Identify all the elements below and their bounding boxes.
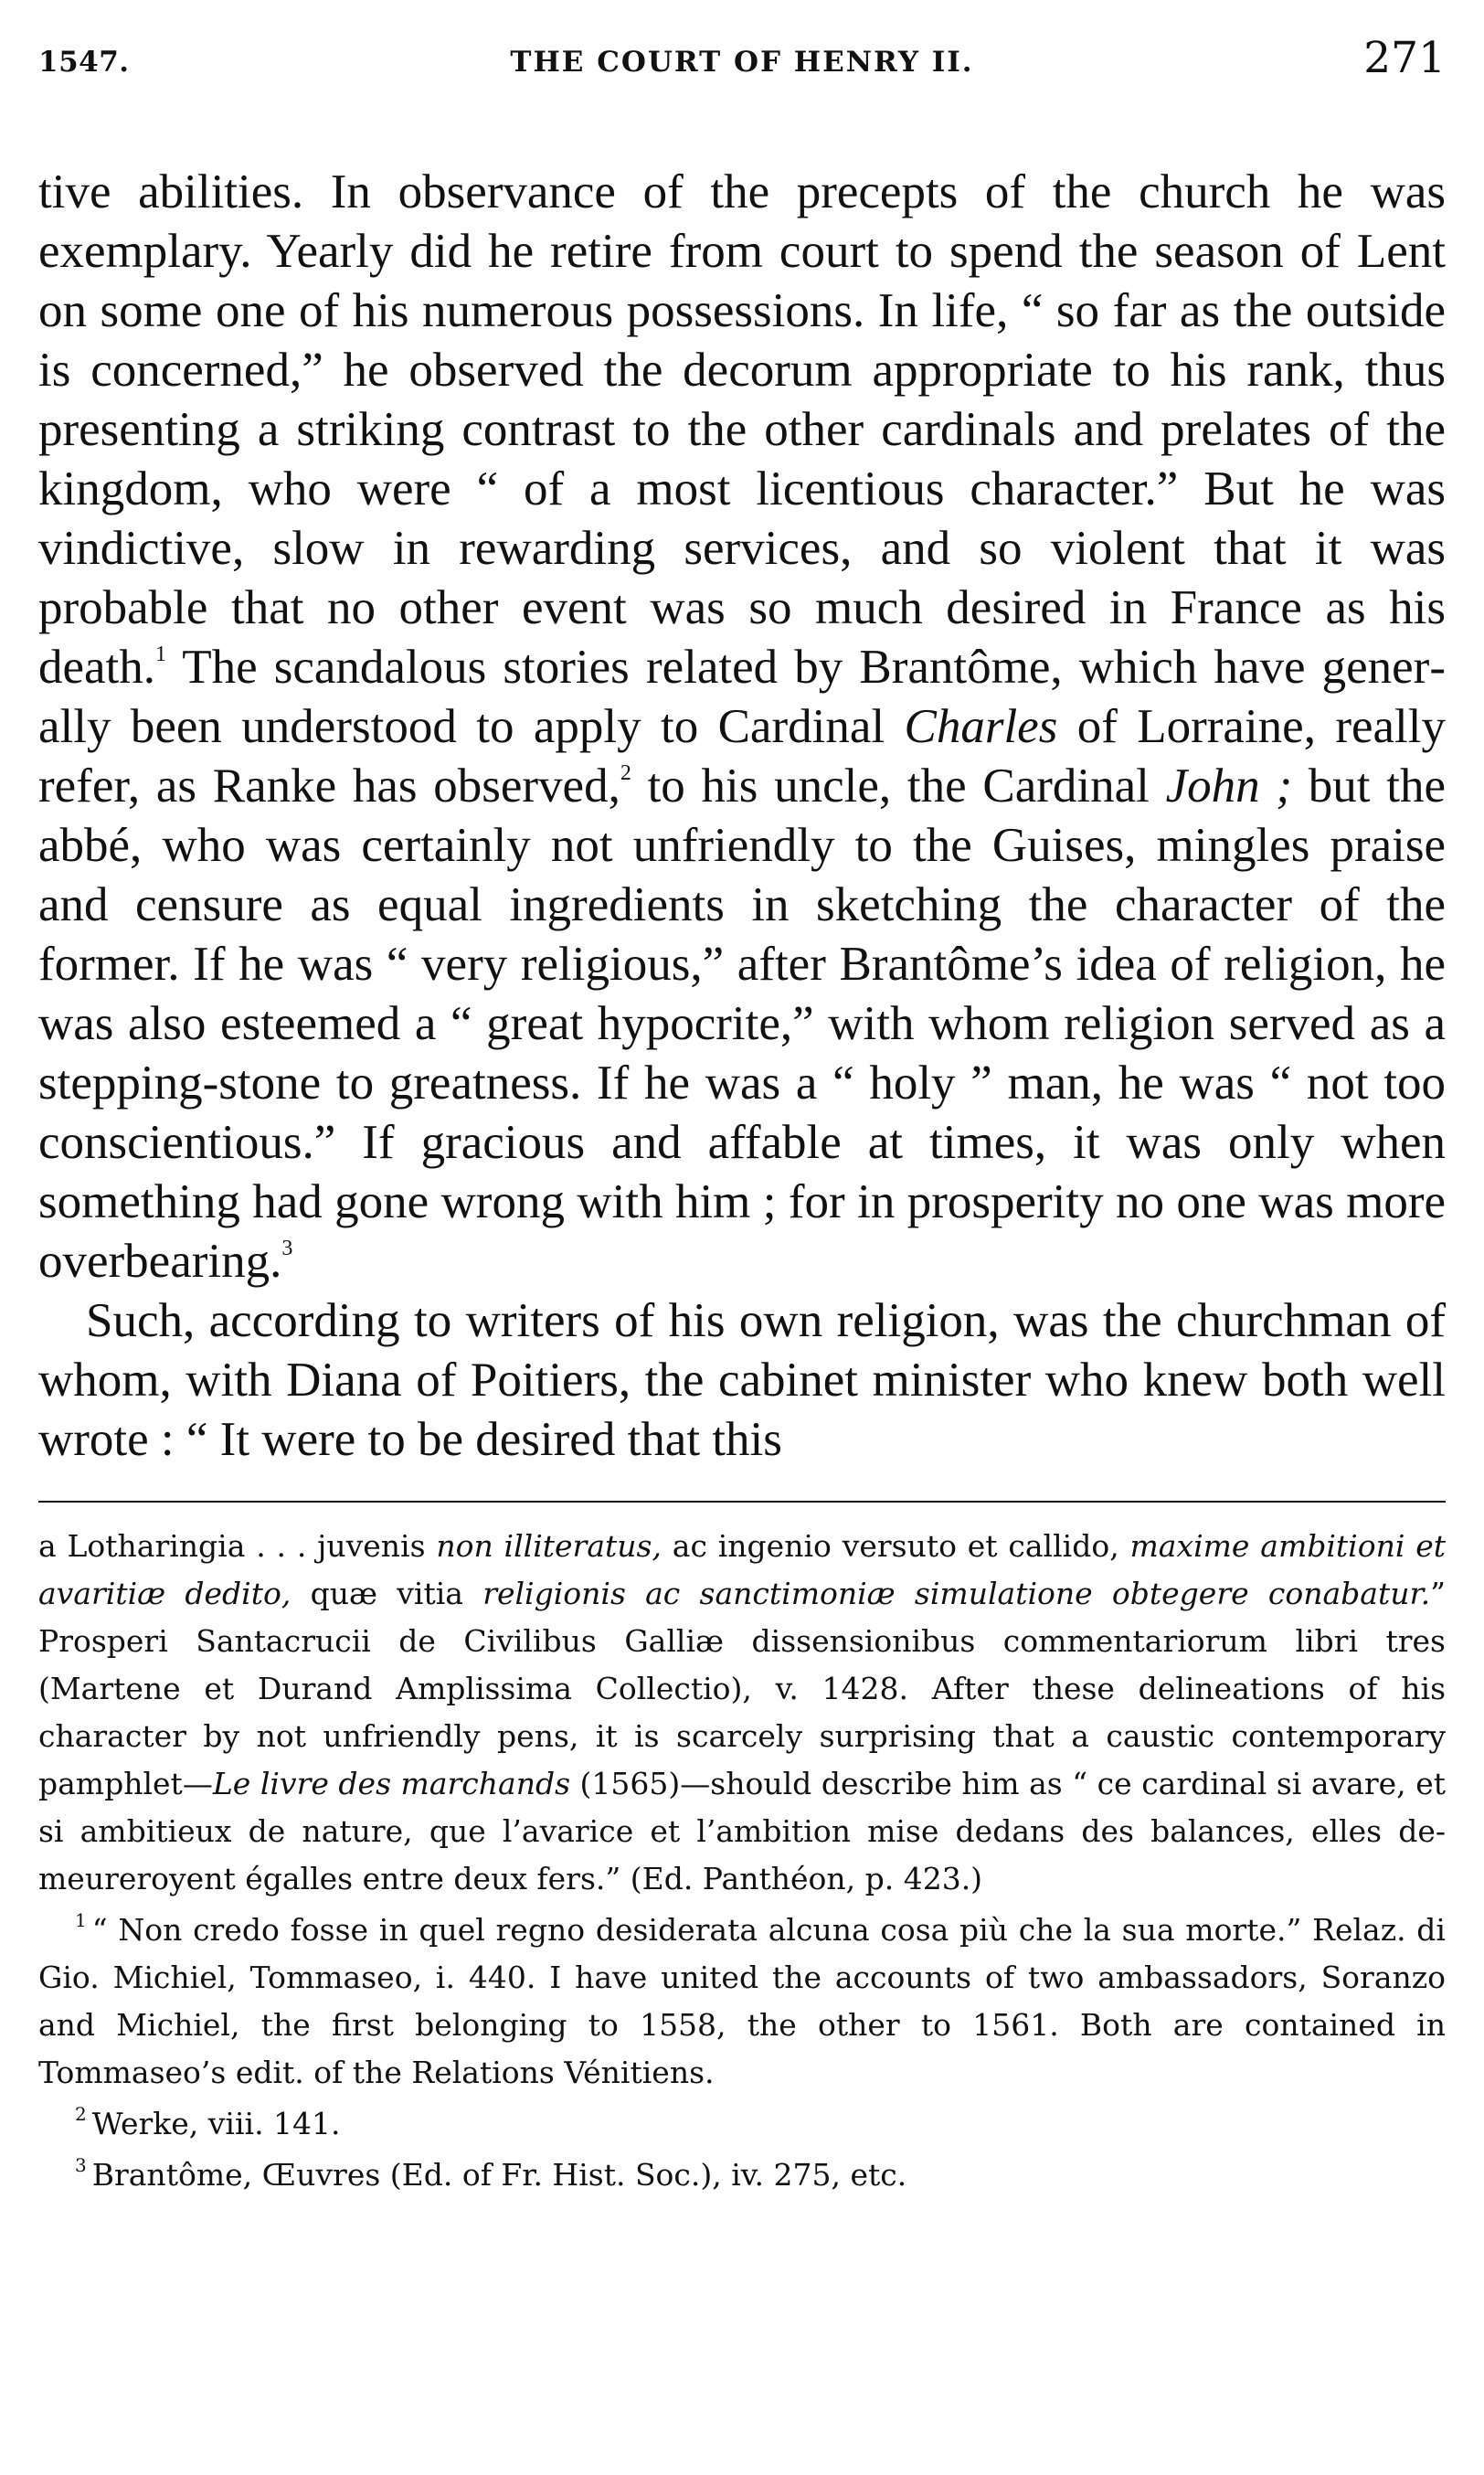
fnc-e: (1565)—should describe him as “ ce cardinal si avare, et si ambitieux de nature, que l’avarice et l’ambition mise dedans des balances, elles demeureroyent égalles entre deux fers.” (Ed. Panthéon, p. 423.) — [38, 1766, 1446, 1896]
p1-text-c: of Lorraine, really refer, as Ranke has observed, — [38, 700, 1446, 813]
footnote-ref-2: 2 — [620, 761, 631, 785]
book-page — [38, 27, 1446, 2199]
footnote-1-mark: 1 — [75, 1909, 87, 1931]
header-year: 1547. — [38, 46, 130, 79]
footnote-1 — [38, 1907, 1446, 2097]
footnote-continuation — [38, 1523, 1446, 1903]
footnote-2-mark: 2 — [75, 2103, 87, 2125]
p1-text-a: tive abilities. In observance of the precepts of the church he was exemplary. Yearly did he retire from court to spend the season of Lent on some one of his numerous possessions. In life, “ so far as the outside is concerned,” he observed the decorum appropriate to his rank, thus presenting a striking contrast to the other cardinals and prelates of the kingdom, who were “ of a most licentious character.” But he was vindictive, slow in rewarding services, and so violent that it was probable that no other event was so much desired in France as his death. — [38, 165, 1446, 694]
header-title: THE COURT OF HENRY II. — [510, 46, 974, 79]
fnc-d: ” Prosperi Santacrucii de Civilibus Galliæ dissensionibus commentariorum libri tres (Martene et Durand Amplissima Collectio), v. 1428. After these delineations of his character by not unfriendly pens, it is scarcely surprising that a caustic contemporary pamphlet— — [38, 1576, 1446, 1801]
footnote-2 — [38, 2100, 1446, 2148]
fnc-b-italic: maxime ambitioni et avaritiæ dedito, — [38, 1528, 1447, 1611]
footnote-3 — [38, 2151, 1446, 2199]
p1-john: John ; — [1165, 759, 1293, 813]
p1-charles: Charles — [904, 700, 1058, 753]
p1-text-e: but the abbé, who was certainly not unfriendly to the Guises, mingles praise and censure as equal ingredients in sketching the character of the former. If he was “ very religious,” after Brantôme’s idea of religion, he was also esteemed a “ great hypocrite,” with whom religion served as a stepping-stone to greatness. If he was a “ holy ” man, he was “ not too conscientious.” If gracious and affable at times, it was only when something had gone wrong with him ; for in prosperity no one was more overbearing. — [38, 759, 1446, 1288]
footnote-ref-1: 1 — [155, 643, 167, 666]
footnote-1-text: “ Non credo fosse in quel regno desiderata alcuna cosa più che la sua morte.” Relaz. di Gio. Michiel, Tommaseo, i. 440. I have united the accounts of two ambassadors, Soranzo and Michiel, the first belonging to 1558, the other to 1561. Both are contained in Tommaseo’s edit. of the Relations Vénitiens. — [38, 1912, 1446, 2090]
fnc-b: ac ingenio versuto et callido, — [661, 1528, 1130, 1564]
main-text — [38, 163, 1446, 1470]
p1-text-b: The scandalous stories related by Brantôme, which have generally been understood to apply to Cardinal — [38, 641, 1446, 753]
fnc-c-italic: religionis ac sanctimoniæ simulatione obtegere conabatur. — [482, 1576, 1431, 1611]
running-head — [38, 27, 1446, 91]
paragraph-1 — [38, 163, 1446, 1291]
footnote-3-text: Brantôme, Œuvres (Ed. of Fr. Hist. Soc.), iv. 275, etc. — [91, 2157, 907, 2193]
paragraph-2: Such, according to writers of his own religion, was the churchman of whom, with Diana of Poitiers, the cabinet minister who knew both well wrote : “ It were to be desired that this — [38, 1294, 1446, 1466]
footnote-3-mark: 3 — [75, 2154, 87, 2176]
fnc-d-italic: Le livre des marchands — [212, 1766, 571, 1801]
footnote-2-text: Werke, viii. 141. — [91, 2106, 341, 2141]
page-number: 271 — [1363, 33, 1446, 83]
footnote-divider — [38, 1501, 1446, 1503]
footnotes — [38, 1523, 1446, 2199]
footnote-ref-3: 3 — [281, 1237, 293, 1260]
fnc-a: a Lotharingia . . . juvenis — [38, 1528, 437, 1564]
p1-text-d: to his uncle, the Cardinal — [631, 759, 1166, 813]
fnc-a-italic: non illiteratus, — [436, 1528, 662, 1564]
fnc-c: quæ vitia — [291, 1576, 483, 1611]
